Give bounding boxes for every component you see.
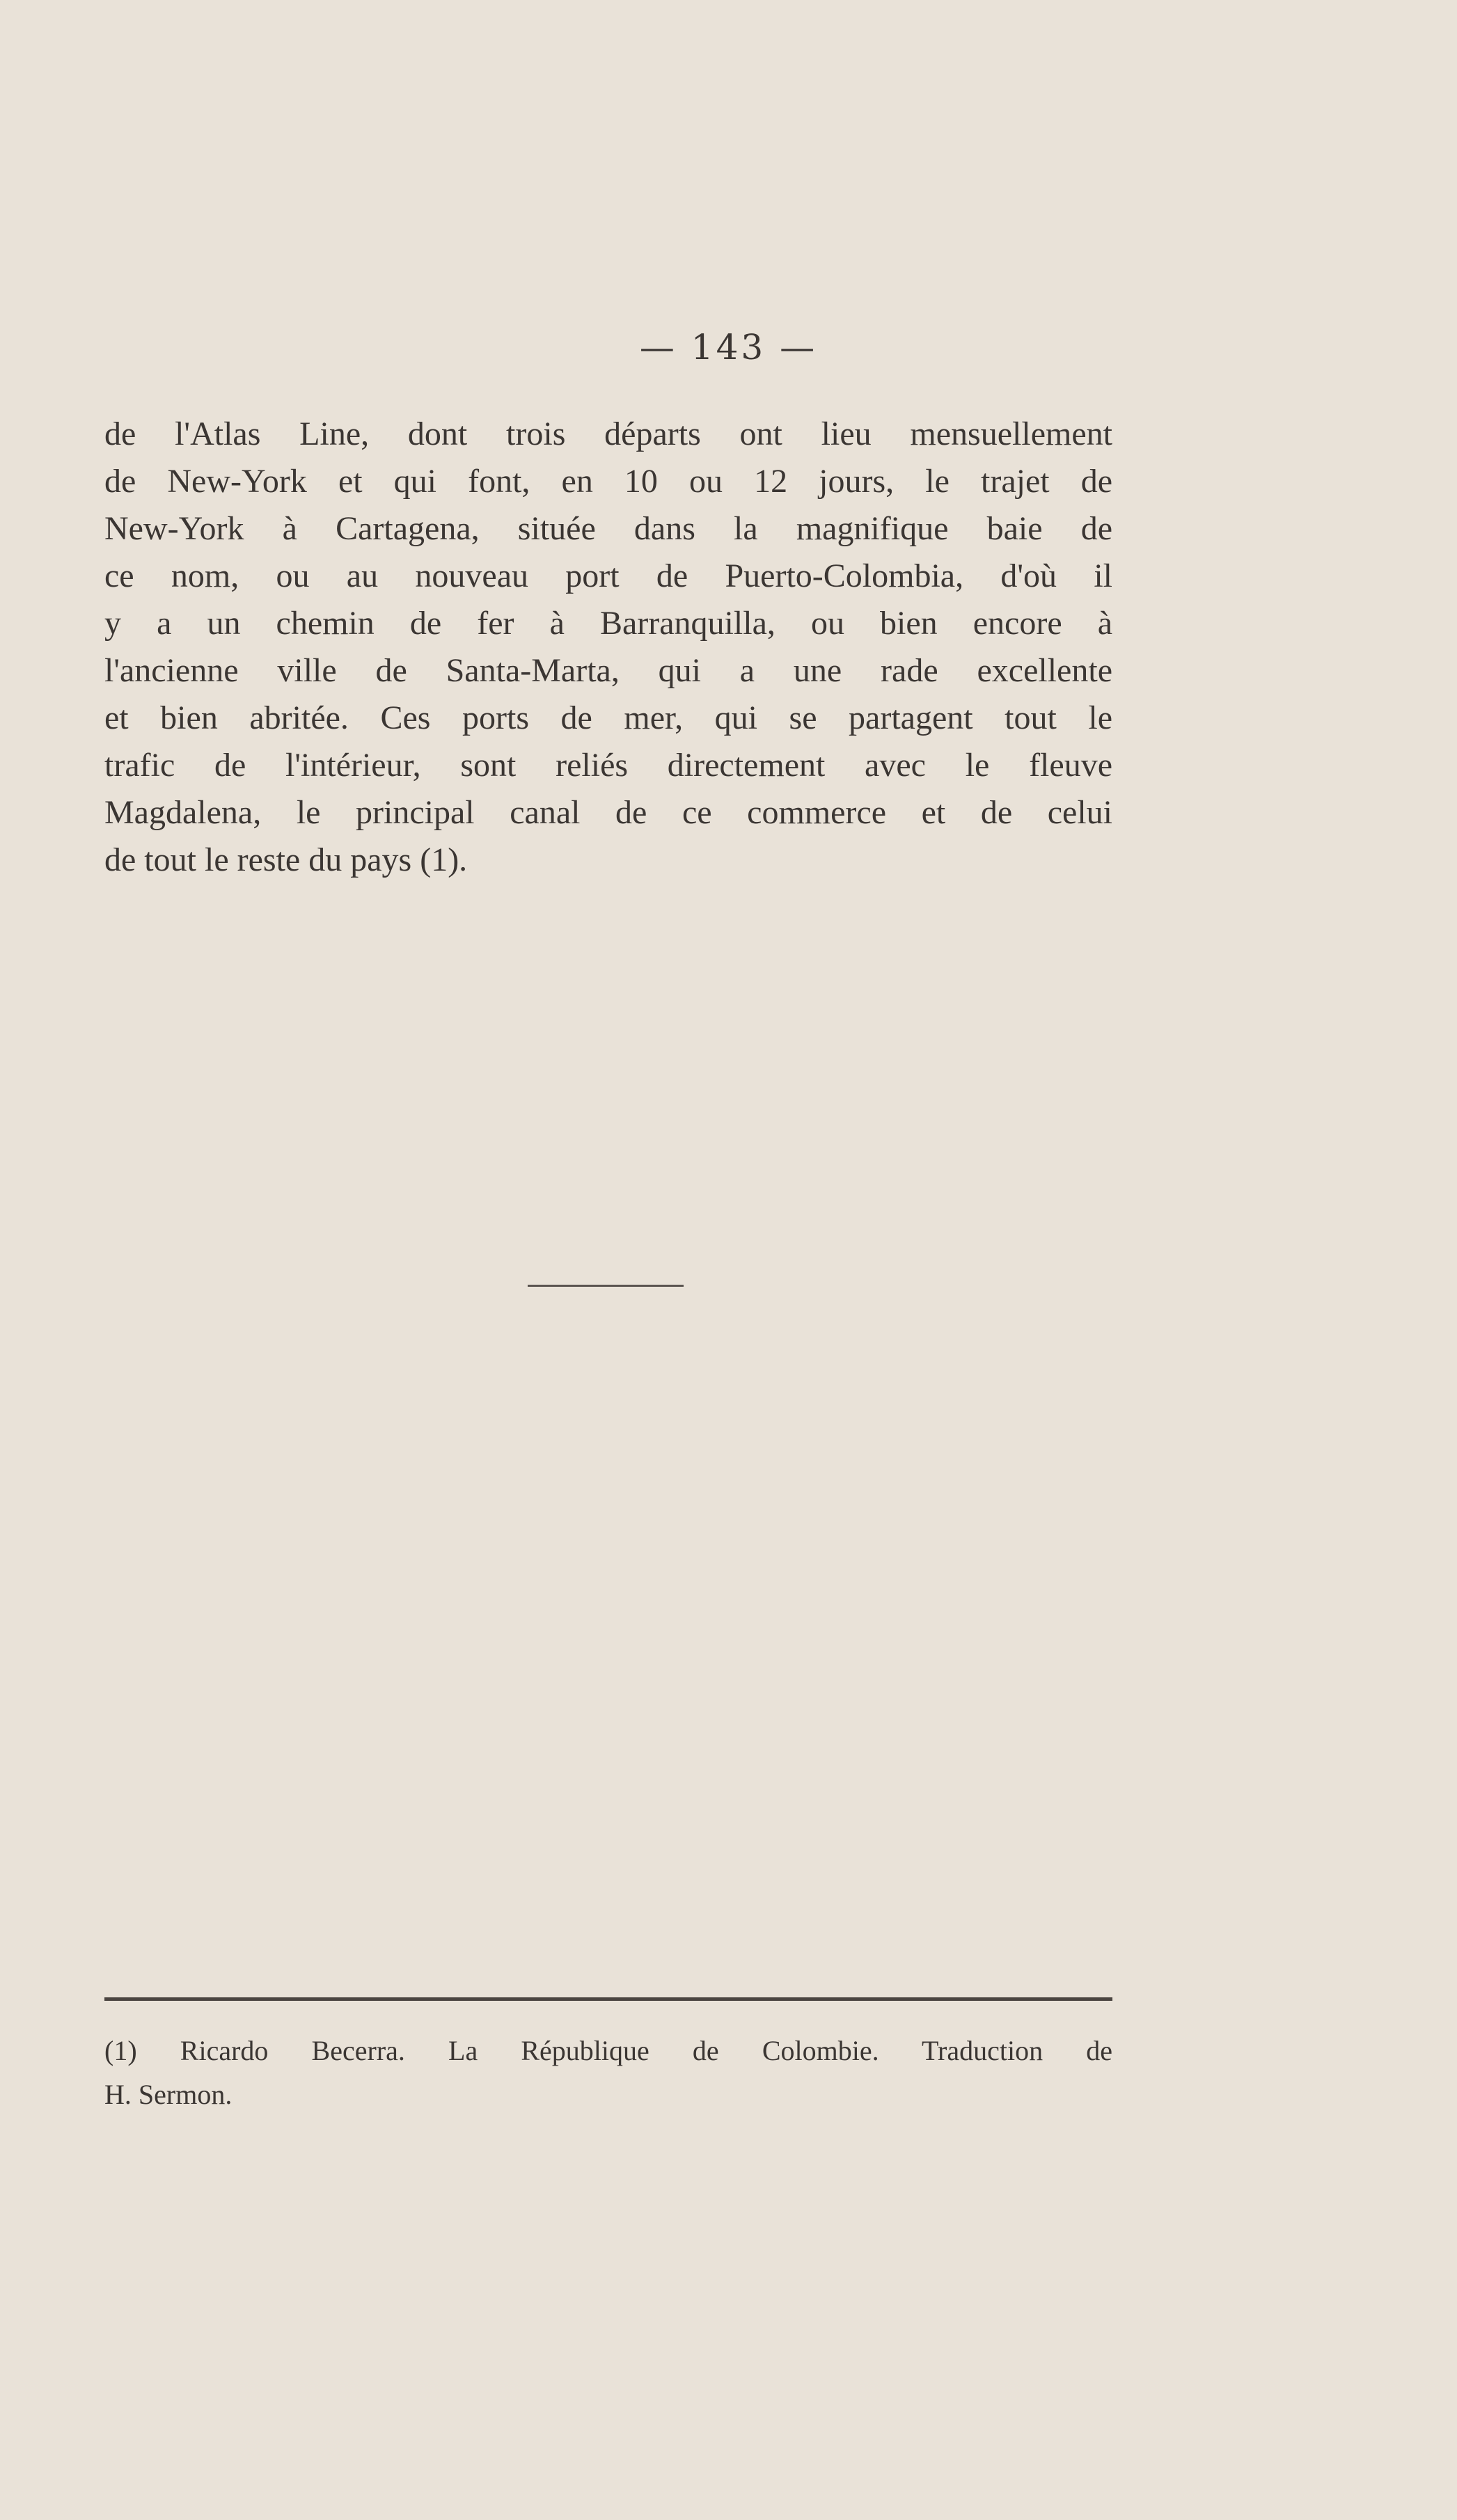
body-line: et bien abritée. Ces ports de mer, qui se partagent tout le (104, 699, 1112, 736)
body-line: l'ancienne ville de Santa-Marta, qui a une rade excellente (104, 652, 1112, 689)
footnote-line: (1) Ricardo Becerra. La République de Colombie. Traduction de (104, 2035, 1112, 2066)
body-line: de tout le reste du pays (1). (104, 841, 468, 878)
page-number: — 143 — (639, 327, 818, 367)
body-line: de l'Atlas Line, dont trois départs ont lieu mensuellement (104, 415, 1112, 452)
footnote-line: H. Sermon. (104, 2079, 233, 2110)
body-line: Magdalena, le principal canal de ce commerce et de celui (104, 794, 1112, 831)
footnote-rule (104, 1997, 1112, 2001)
body-line: ce nom, ou au nouveau port de Puerto-Colombia, d'où il (104, 557, 1112, 594)
body-text (104, 411, 1112, 884)
body-line: y a un chemin de fer à Barranquilla, ou bien encore à (104, 605, 1112, 642)
section-separator (528, 1285, 684, 1287)
body-line: de New-York et qui font, en 10 ou 12 jours, le trajet de (104, 463, 1112, 500)
body-line: trafic de l'intérieur, sont reliés directement avec le fleuve (104, 747, 1112, 784)
body-line: New-York à Cartagena, située dans la magnifique baie de (104, 510, 1112, 547)
footnote (104, 2029, 1112, 2116)
